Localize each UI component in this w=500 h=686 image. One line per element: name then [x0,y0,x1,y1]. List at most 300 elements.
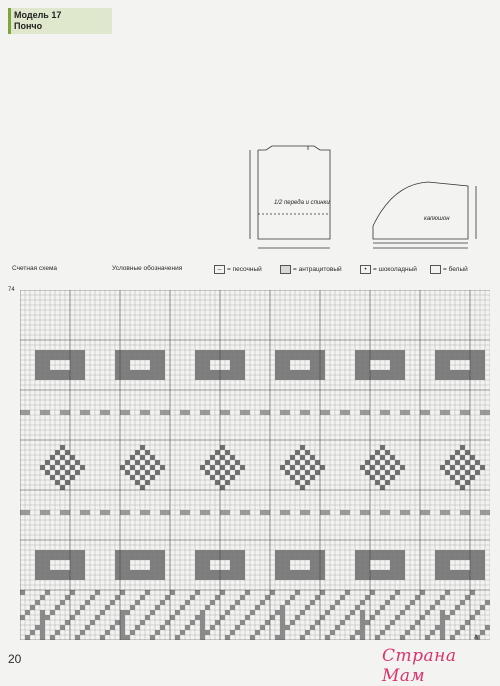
chart-cell [470,365,475,370]
chart-cell [55,575,60,580]
chart-cell [280,465,285,470]
chart-cell [475,375,480,380]
chart-cell [380,510,385,515]
chart-cell [295,350,300,355]
chart-cell [375,575,380,580]
chart-cell [245,510,250,515]
chart-cell [20,410,25,415]
chart-cell [390,570,395,575]
chart-cell [265,510,270,515]
chart-cell [470,560,475,565]
chart-cell [155,360,160,365]
chart-cell [290,375,295,380]
chart-cell [235,625,240,630]
chart-cell [335,625,340,630]
chart-cell [295,375,300,380]
chart-cell [125,470,130,475]
chart-cell [225,410,230,415]
chart-cell [60,455,65,460]
chart-cell [285,565,290,570]
chart-cell [215,375,220,380]
chart-cell [50,375,55,380]
chart-cell [45,350,50,355]
chart-cell [215,470,220,475]
chart-cell [310,575,315,580]
chart-cell [220,550,225,555]
chart-cell [200,620,205,625]
chart-cell [80,375,85,380]
chart-cell [150,365,155,370]
chart-cell [380,475,385,480]
chart-cell [275,565,280,570]
chart-cell [460,625,465,630]
chart-cell [465,550,470,555]
chart-cell [275,375,280,380]
chart-cell [135,575,140,580]
chart-cell [365,595,370,600]
chart-cell [225,470,230,475]
chart-cell [195,570,200,575]
chart-cell [210,555,215,560]
chart-cell [145,450,150,455]
chart-cell [235,575,240,580]
chart-cell [450,570,455,575]
chart-cell [55,550,60,555]
chart-cell [125,460,130,465]
chart-cell [235,600,240,605]
chart-cell [455,450,460,455]
chart-cell [40,560,45,565]
chart-cell [80,555,85,560]
chart-cell [420,615,425,620]
chart-cell [370,590,375,595]
chart-cell [225,610,230,615]
chart-cell [205,360,210,365]
chart-cell [215,570,220,575]
chart-cell [405,510,410,515]
chart-cell [40,635,45,640]
chart-cell [65,550,70,555]
chart-cell [410,600,415,605]
chart-cell [40,410,45,415]
chart-cell [230,370,235,375]
chart-cell [60,375,65,380]
chart-cell [155,575,160,580]
chart-cell [45,460,50,465]
chart-cell [220,575,225,580]
chart-cell [160,625,165,630]
chart-cell [155,605,160,610]
chart-cell [55,355,60,360]
chart-cell [70,355,75,360]
chart-cell [205,550,210,555]
chart-cell [455,355,460,360]
chart-cell [25,410,30,415]
chart-cell [120,510,125,515]
chart-cell [45,555,50,560]
chart-cell [125,560,130,565]
chart-cell [80,565,85,570]
chart-cell [280,365,285,370]
chart-cell [375,470,380,475]
chart-cell [285,410,290,415]
chart-cell [185,600,190,605]
chart-cell [385,550,390,555]
chart-cell [145,615,150,620]
chart-cell [275,575,280,580]
chart-cell [305,555,310,560]
chart-cell [80,370,85,375]
chart-cell [285,560,290,565]
chart-cell [430,605,435,610]
chart-cell [230,375,235,380]
chart-cell [195,560,200,565]
chart-cell [75,555,80,560]
chart-cell [385,480,390,485]
chart-cell [150,455,155,460]
chart-cell [390,355,395,360]
chart-cell [140,350,145,355]
chart-cell [105,630,110,635]
chart-cell [55,460,60,465]
chart-cell [30,605,35,610]
chart-cell [160,565,165,570]
chart-cell [235,365,240,370]
chart-cell [230,555,235,560]
chart-cell [290,620,295,625]
chart-cell [385,510,390,515]
chart-cell [475,570,480,575]
chart-cell [200,510,205,515]
chart-cell [300,410,305,415]
chart-cell [420,510,425,515]
chart-cell [220,555,225,560]
chart-cell [395,570,400,575]
chart-cell [400,465,405,470]
chart-cell [65,470,70,475]
chart-cell [70,365,75,370]
chart-cell [480,465,485,470]
chart-cell [385,625,390,630]
chart-cell [440,560,445,565]
chart-cell [210,375,215,380]
chart-cell [355,565,360,570]
chart-cell [425,410,430,415]
chart-cell [400,635,405,640]
chart-cell [375,610,380,615]
chart-cell [75,360,80,365]
chart-cell [365,370,370,375]
chart-cell [205,555,210,560]
chart-cell [225,555,230,560]
chart-cell [480,630,485,635]
chart-cell [85,410,90,415]
chart-cell [70,560,75,565]
chart-cell [300,370,305,375]
chart-cell [440,370,445,375]
chart-cell [375,480,380,485]
chart-cell [440,550,445,555]
chart-cell [415,620,420,625]
chart-cell [120,625,125,630]
chart-cell [75,575,80,580]
chart-cell [320,350,325,355]
chart-cell [315,555,320,560]
chart-cell [475,360,480,365]
chart-cell [35,625,40,630]
chart-cell [45,575,50,580]
chart-cell [480,575,485,580]
chart-cell [140,370,145,375]
chart-cell [460,475,465,480]
chart-cell [100,510,105,515]
chart-cell [470,350,475,355]
chart-cell [155,555,160,560]
chart-cell [460,555,465,560]
chart-cell [135,600,140,605]
chart-cell [460,350,465,355]
chart-cell [295,355,300,360]
chart-cell [460,575,465,580]
chart-cell [265,620,270,625]
chart-cell [55,555,60,560]
chart-cell [220,355,225,360]
chart-cell [400,575,405,580]
chart-cell [370,355,375,360]
chart-cell [60,370,65,375]
chart-cell [230,560,235,565]
chart-cell [70,475,75,480]
chart-cell [45,550,50,555]
chart-cell [195,555,200,560]
chart-cell [280,375,285,380]
chart-cell [240,595,245,600]
chart-cell [385,375,390,380]
chart-cell [360,630,365,635]
legend-swatch-sand: – [214,265,225,274]
chart-cell [400,350,405,355]
chart-cell [470,465,475,470]
chart-cell [215,555,220,560]
chart-cell [120,565,125,570]
chart-cell [460,550,465,555]
chart-cell [40,370,45,375]
chart-cell [105,510,110,515]
chart-cell [190,595,195,600]
chart-cell [290,595,295,600]
chart-cell [105,605,110,610]
legend-swatch-white [430,265,441,274]
chart-cell [420,410,425,415]
chart-cell [80,350,85,355]
chart-cell [405,605,410,610]
chart-cell [120,465,125,470]
chart-cell [380,605,385,610]
chart-cell [195,355,200,360]
chart-cell [145,355,150,360]
chart-cell [80,410,85,415]
chart-cell [475,560,480,565]
chart-cell [200,635,205,640]
chart-cell [295,590,300,595]
chart-cell [120,410,125,415]
chart-cell [195,590,200,595]
chart-cell [375,635,380,640]
chart-cell [300,350,305,355]
chart-cell [60,465,65,470]
chart-cell [240,620,245,625]
chart-cell [200,570,205,575]
chart-cell [395,370,400,375]
chart-cell [140,445,145,450]
chart-cell [460,410,465,415]
chart-cell [355,605,360,610]
chart-cell [360,635,365,640]
chart-cell [305,630,310,635]
chart-cell [150,355,155,360]
chart-cell [40,565,45,570]
chart-cell [300,485,305,490]
chart-cell [365,360,370,365]
chart-cell [240,360,245,365]
chart-cell [200,360,205,365]
chart-cell [235,560,240,565]
chart-cell [475,370,480,375]
chart-cell [470,565,475,570]
chart-cell [300,575,305,580]
chart-cell [320,365,325,370]
chart-cell [450,555,455,560]
chart-cell [125,510,130,515]
chart-cell [430,630,435,635]
chart-cell [285,360,290,365]
chart-cell [140,510,145,515]
chart-cell [135,550,140,555]
chart-cell [265,595,270,600]
chart-cell [455,605,460,610]
chart-cell [400,570,405,575]
chart-cell [475,355,480,360]
chart-cell [220,445,225,450]
chart-cell [365,365,370,370]
chart-cell [115,565,120,570]
chart-cell [465,375,470,380]
chart-cell [140,570,145,575]
chart-cell [305,410,310,415]
chart-cell [155,355,160,360]
chart-cell [295,470,300,475]
chart-cell [260,600,265,605]
chart-cell [65,510,70,515]
chart-cell [390,555,395,560]
chart-cell [155,630,160,635]
chart-cell [245,410,250,415]
chart-cell [435,600,440,605]
chart-cell [385,355,390,360]
chart-cell [365,550,370,555]
chart-cell [70,350,75,355]
chart-cell [120,360,125,365]
chart-cell [325,610,330,615]
chart-cell [315,565,320,570]
chart-cell [265,410,270,415]
chart-cell [295,460,300,465]
chart-cell [285,570,290,575]
chart-cell [445,570,450,575]
chart-cell [450,635,455,640]
chart-cell [470,615,475,620]
chart-cell [275,635,280,640]
chart-cell [360,615,365,620]
chart-cell [275,365,280,370]
chart-cell [115,620,120,625]
chart-cell [470,370,475,375]
chart-cell [185,625,190,630]
chart-cell [375,375,380,380]
chart-cell [45,560,50,565]
chart-cell [135,570,140,575]
chart-cell [285,460,290,465]
chart-cell [200,355,205,360]
chart-cell [435,355,440,360]
chart-cell [300,555,305,560]
chart-cell [240,370,245,375]
chart-cell [235,360,240,365]
chart-cell [280,615,285,620]
chart-cell [80,355,85,360]
chart-cell [160,370,165,375]
chart-cell [285,550,290,555]
chart-cell [35,600,40,605]
chart-cell [215,370,220,375]
chart-cell [120,635,125,640]
chart-cell [310,555,315,560]
chart-cell [120,615,125,620]
chart-cell [175,610,180,615]
chart-cell [330,605,335,610]
chart-cell [360,355,365,360]
chart-cell [80,570,85,575]
chart-cell [320,410,325,415]
chart-cell [485,510,490,515]
chart-cell [360,370,365,375]
chart-cell [465,480,470,485]
chart-cell [285,555,290,560]
chart-cell [475,550,480,555]
chart-cell [160,465,165,470]
chart-cell [65,555,70,560]
chart-cell [225,575,230,580]
chart-cell [155,560,160,565]
chart-cell [75,460,80,465]
chart-cell [370,570,375,575]
chart-cell [350,610,355,615]
chart-cell [40,555,45,560]
chart-cell [275,550,280,555]
chart-cell [125,575,130,580]
chart-cell [280,570,285,575]
chart-cell [310,370,315,375]
chart-cell [210,550,215,555]
chart-cell [305,450,310,455]
chart-cell [390,565,395,570]
chart-cell [205,565,210,570]
chart-cell [230,570,235,575]
chart-cell [215,450,220,455]
chart-cell [65,570,70,575]
chart-cell [475,365,480,370]
chart-cell [45,365,50,370]
